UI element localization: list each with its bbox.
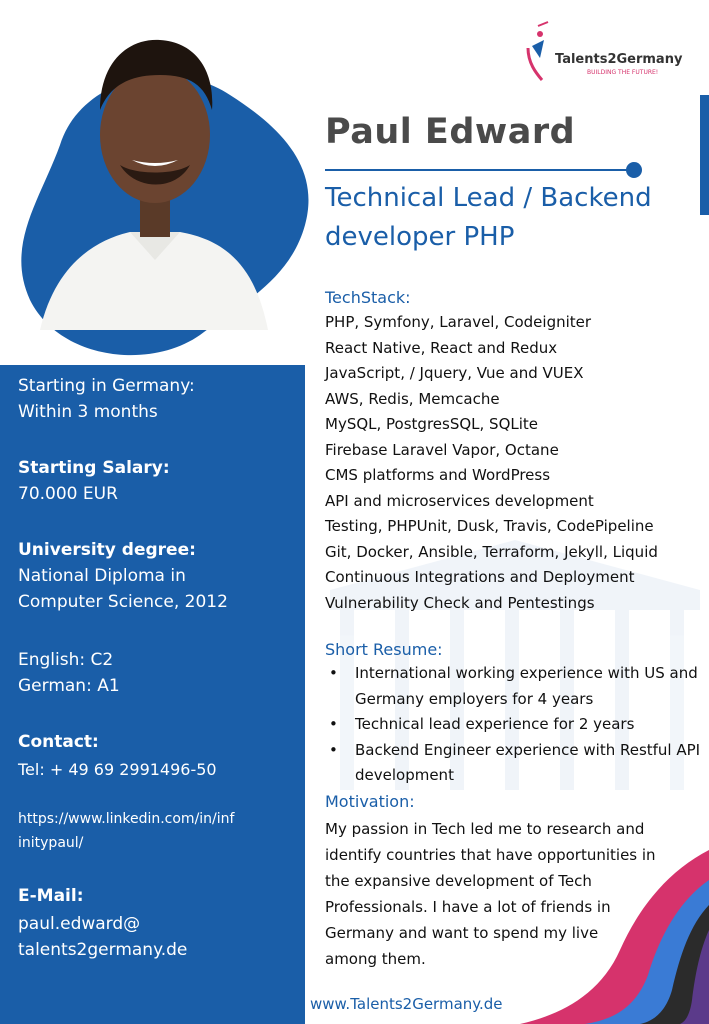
motivation-line: identify countries that have opportunities in [325, 846, 656, 864]
resume-item: • Technical lead experience for 2 years [325, 712, 705, 738]
techstack-item: PHP, Symfony, Laravel, Codeigniter [325, 313, 592, 331]
motivation-text [325, 816, 656, 972]
techstack-heading: TechStack: [325, 288, 411, 307]
linkedin-url-line2[interactable]: initypaul/ [18, 835, 84, 851]
job-title-line2: developer PHP [325, 222, 515, 252]
resume-item: • International working experience with US and Germany employers for 4 years [325, 661, 705, 712]
techstack-item: React Native, React and Redux [325, 338, 558, 357]
motivation-line: Germany and want to spend my live [325, 924, 599, 942]
degree-label: University degree: [18, 540, 196, 560]
right-edge-bar [700, 95, 709, 215]
talents2germany-logo [522, 18, 692, 88]
start-value: Within 3 months [18, 402, 158, 422]
website-link[interactable]: www.Talents2Germany.de [310, 995, 503, 1013]
motivation-heading: Motivation: [325, 792, 415, 811]
salary-value: 70.000 EUR [18, 484, 118, 504]
motivation-line: the expansive development of Tech [325, 872, 592, 890]
resume-list [325, 661, 705, 789]
techstack-item: Testing, PHPUnit, Dusk, Travis, CodePipeline [325, 517, 654, 535]
motivation-line: Professionals. I have a lot of friends in [325, 898, 611, 916]
german-level: German: A1 [18, 676, 120, 696]
left-info-panel [0, 365, 305, 1024]
techstack-item: JavaScript, / Jquery, Vue and VUEX [325, 364, 584, 382]
candidate-name: Paul Edward [325, 112, 576, 152]
techstack-item: Vulnerability Check and Pentestings [325, 593, 595, 612]
techstack-item: MySQL, PostgresSQL, SQLite [325, 415, 539, 433]
techstack-item: API and microservices development [325, 491, 594, 510]
resume-item: • Backend Engineer experience with Restful API development [325, 738, 705, 789]
logo-wordmark: Talents2Germany [555, 52, 683, 67]
techstack-list [325, 310, 658, 616]
email-line2[interactable]: talents2germany.de [18, 940, 188, 960]
motivation-line: among them. [325, 950, 426, 968]
contact-label: Contact: [18, 732, 99, 752]
degree-value-line2: Computer Science, 2012 [18, 592, 228, 612]
start-label: Starting in Germany: [18, 376, 195, 396]
resume-heading: Short Resume: [325, 640, 443, 659]
job-title-line1: Technical Lead / Backend [325, 183, 652, 213]
english-level: English: C2 [18, 650, 114, 670]
motivation-line: My passion in Tech led me to research and [325, 820, 645, 838]
techstack-item: CMS platforms and WordPress [325, 466, 551, 484]
techstack-item: AWS, Redis, Memcache [325, 389, 500, 408]
techstack-item: Firebase Laravel Vapor, Octane [325, 440, 559, 459]
logo-tagline: BUILDING THE FUTURE! [587, 69, 659, 76]
email-line1[interactable]: paul.edward@ [18, 914, 141, 934]
salary-label: Starting Salary: [18, 458, 170, 478]
techstack-item: Continuous Integrations and Deployment [325, 568, 635, 586]
name-underline-dot [626, 162, 642, 178]
techstack-item: Git, Docker, Ansible, Terraform, Jekyll, Liquid [325, 542, 658, 561]
email-label: E-Mail: [18, 886, 84, 906]
degree-value-line1: National Diploma in [18, 566, 186, 586]
phone-number: Tel: + 49 69 2991496-50 [18, 760, 217, 779]
linkedin-url-line1[interactable]: https://www.linkedin.com/in/inf [18, 811, 235, 827]
